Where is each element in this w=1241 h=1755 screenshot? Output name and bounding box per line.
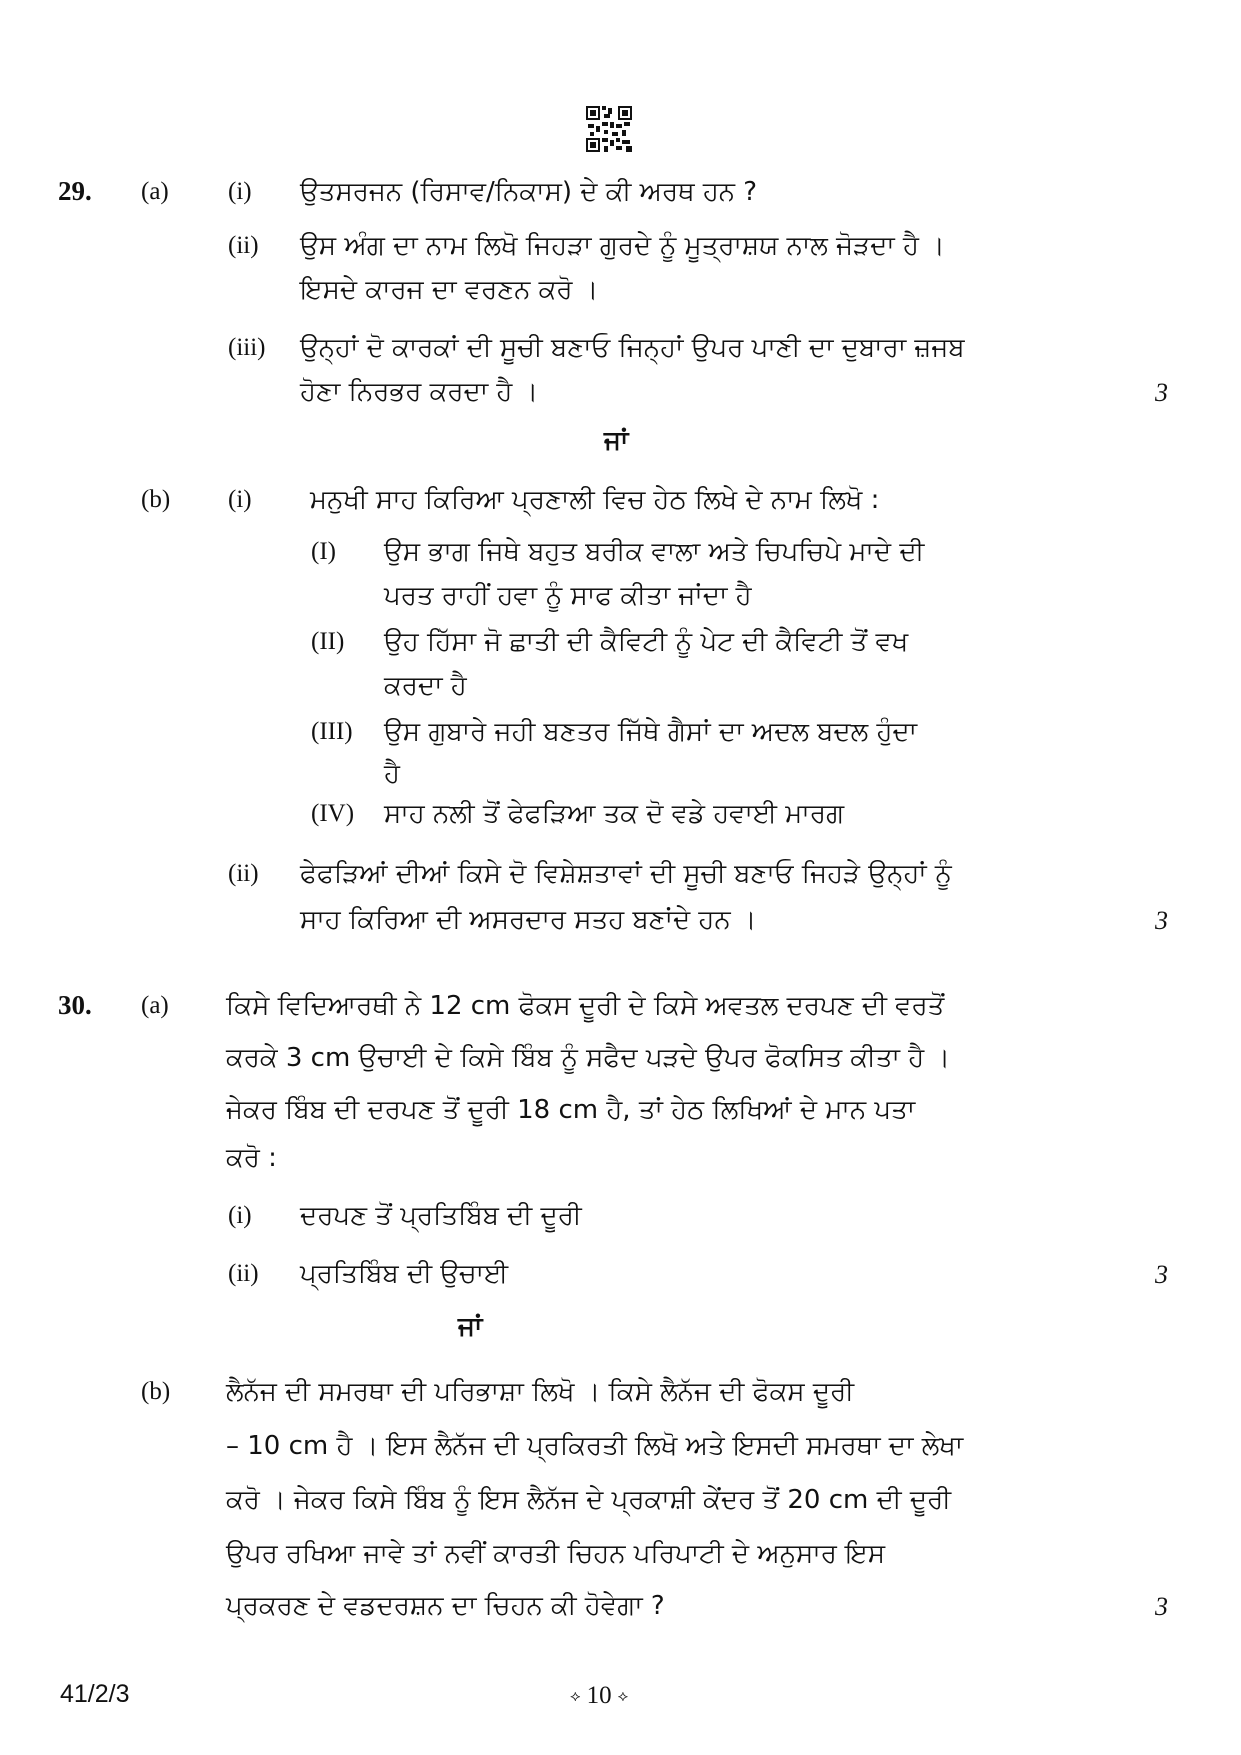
q29-a-iii-line2: ਹੋਣਾ ਨਿਰਭਰ ਕਰਦਾ ਹੈ ।: [300, 377, 539, 407]
q29-b-i-label: (i): [228, 486, 252, 513]
q29-b-i-II-line2: ਕਰਦਾ ਹੈ: [384, 671, 467, 701]
q29-a-iii-label: (iii): [228, 334, 266, 361]
q29-part-a-label: (a): [141, 178, 169, 205]
q30-or-divider: ਜਾਂ: [458, 1312, 483, 1342]
q30-b-line4: ਉਪਰ ਰਖਿਆ ਜਾਵੇ ਤਾਂ ਨਵੀਂ ਕਾਰਤੀ ਚਿਹਨ ਪਰਿਪਾਟੀ ਦੇ ਅਨੁਸਾਰ ਇਸ: [226, 1539, 886, 1569]
page-number-group: [570, 1682, 628, 1710]
q29-a-iii-line1: ਉਨ੍ਹਾਂ ਦੋ ਕਾਰਕਾਂ ਦੀ ਸੂਚੀ ਬਣਾਓ ਜਿਨ੍ਹਾਂ ਉਪਰ ਪਾਣੀ ਦਾ ਦੁਬਾਰਾ ਜ਼ਜਬ: [300, 333, 965, 363]
q29-b-ii-line1: ਫੇਫੜਿਆਂ ਦੀਆਂ ਕਿਸੇ ਦੋ ਵਿਸ਼ੇਸ਼ਤਾਵਾਂ ਦੀ ਸੂਚੀ ਬਣਾਓ ਜਿਹੜੇ ਉਨ੍ਹਾਂ ਨੂੰ: [300, 859, 952, 889]
q29-a-ii-label: (ii): [228, 232, 259, 259]
q29-a-i-label: (i): [228, 178, 252, 205]
q29-b-ii-label: (ii): [228, 860, 259, 887]
q29-b-i-II-line1: ਉਹ ਹਿੱਸਾ ਜੋ ਛਾਤੀ ਦੀ ਕੈਵਿਟੀ ਨੂੰ ਪੇਟ ਦੀ ਕੈਵਿਟੀ ਤੋਂ ਵਖ: [384, 627, 909, 657]
q30-a-i-text: ਦਰਪਣ ਤੋਂ ਪ੍ਰਤਿਬਿੰਬ ਦੀ ਦੂਰੀ: [300, 1201, 582, 1231]
question-number-30: 30.: [58, 990, 92, 1020]
q30-a-ii-text: ਪ੍ਰਤਿਬਿੰਬ ਦੀ ਉਚਾਈ: [300, 1259, 509, 1289]
q30-part-b-label: (b): [141, 1378, 171, 1405]
question-number-29: 29.: [58, 176, 92, 206]
q29-b-i-IV-text: ਸਾਹ ਨਲੀ ਤੋਂ ਫੇਫੜਿਆ ਤਕ ਦੋ ਵਡੇ ਹਵਾਈ ਮਾਰਗ: [384, 799, 845, 829]
q29-b-i-III-line2: ਹੈ: [384, 759, 400, 789]
q30-a-marks: 3: [1155, 1260, 1168, 1289]
q29-b-i-III-label: (III): [311, 718, 353, 745]
q29-or-divider: ਜਾਂ: [604, 426, 629, 456]
q29-a-ii-line1: ਉਸ ਅੰਗ ਦਾ ਨਾਮ ਲਿਖੋ ਜਿਹੜਾ ਗੁਰਦੇ ਨੂੰ ਮੂਤ੍ਰਾਸ਼ਯ ਨਾਲ ਜੋੜਦਾ ਹੈ ।: [300, 231, 945, 261]
q30-b-line2: – 10 cm ਹੈ । ਇਸ ਲੈਨੱਜ ਦੀ ਪ੍ਰਕਿਰਤੀ ਲਿਖੋ ਅਤੇ ਇਸਦੀ ਸਮਰਥਾ ਦਾ ਲੇਖਾ: [226, 1431, 964, 1461]
q29-b-i-IV-label: (IV): [311, 800, 355, 827]
q30-b-line3: ਕਰੋ । ਜੇਕਰ ਕਿਸੇ ਬਿੰਬ ਨੂੰ ਇਸ ਲੈਨੱਜ ਦੇ ਪ੍ਰਕਾਸ਼ੀ ਕੇਂਦਰ ਤੋਂ 20 cm ਦੀ ਦੂਰੀ: [226, 1485, 952, 1515]
q29-b-ii-line2: ਸਾਹ ਕਿਰਿਆ ਦੀ ਅਸਰਦਾਰ ਸਤਹ ਬਣਾਂਦੇ ਹਨ ।: [300, 905, 757, 935]
q29-b-i-II-label: (II): [311, 628, 345, 655]
q29-b-marks: 3: [1155, 906, 1168, 935]
q29-b-i-I-line1: ਉਸ ਭਾਗ ਜਿਥੇ ਬਹੁਤ ਬਰੀਕ ਵਾਲਾ ਅਤੇ ਚਿਪਚਿਪੇ ਮਾਦੇ ਦੀ: [384, 537, 925, 567]
q30-a-line4: ਕਰੋ :: [226, 1143, 277, 1173]
q29-b-i-I-line2: ਪਰਤ ਰਾਹੀਂ ਹਵਾ ਨੂੰ ਸਾਫ ਕੀਤਾ ਜਾਂਦਾ ਹੈ: [384, 581, 752, 611]
q29-a-marks: 3: [1155, 378, 1168, 407]
qr-code: [586, 106, 632, 152]
q30-b-marks: 3: [1155, 1592, 1168, 1621]
q30-a-i-label: (i): [228, 1202, 252, 1229]
q30-a-line1: ਕਿਸੇ ਵਿਦਿਆਰਥੀ ਨੇ 12 cm ਫੋਕਸ ਦੂਰੀ ਦੇ ਕਿਸੇ ਅਵਤਲ ਦਰਪਣ ਦੀ ਵਰਤੋਂ: [226, 991, 945, 1021]
q30-a-line2: ਕਰਕੇ 3 cm ਉਚਾਈ ਦੇ ਕਿਸੇ ਬਿੰਬ ਨੂੰ ਸਫੈਦ ਪੜਦੇ ਉਪਰ ਫੋਕਸਿਤ ਕੀਤਾ ਹੈ ।: [226, 1043, 951, 1073]
q29-a-i-text: ਉਤਸਰਜਨ (ਰਿਸਾਵ/ਨਿਕਾਸ) ਦੇ ਕੀ ਅਰਥ ਹਨ ?: [300, 177, 758, 207]
q30-part-a-label: (a): [141, 992, 169, 1019]
q29-a-ii-line2: ਇਸਦੇ ਕਾਰਜ ਦਾ ਵਰਣਨ ਕਰੋ ।: [300, 275, 599, 305]
q30-b-line1: ਲੈਨੱਜ ਦੀ ਸਮਰਥਾ ਦੀ ਪਰਿਭਾਸ਼ਾ ਲਿਖੋ । ਕਿਸੇ ਲੈਨੱਜ ਦੀ ਫੋਕਸ ਦੂਰੀ: [226, 1377, 855, 1407]
ornament-right-icon: ⟡: [617, 1686, 629, 1705]
q29-b-i-I-label: (I): [311, 538, 336, 565]
page-number: 10: [586, 1682, 612, 1709]
q29-b-i-III-line1: ਉਸ ਗੁਬਾਰੇ ਜਹੀ ਬਣਤਰ ਜਿੱਥੇ ਗੈਸਾਂ ਦਾ ਅਦਲ ਬਦਲ ਹੁੰਦਾ: [384, 717, 918, 747]
q30-a-line3: ਜੇਕਰ ਬਿੰਬ ਦੀ ਦਰਪਣ ਤੋਂ ਦੂਰੀ 18 cm ਹੈ, ਤਾਂ ਹੇਠ ਲਿਖਿਆਂ ਦੇ ਮਾਨ ਪਤਾ: [226, 1095, 916, 1125]
q29-part-b-label: (b): [141, 486, 171, 513]
paper-code: 41/2/3: [60, 1680, 130, 1708]
ornament-left-icon: ⟡: [570, 1686, 581, 1705]
q30-b-line5: ਪ੍ਰਕਰਣ ਦੇ ਵਡਦਰਸ਼ਨ ਦਾ ਚਿਹਨ ਕੀ ਹੋਵੇਗਾ ?: [226, 1591, 665, 1621]
q29-b-i-text: ਮਨੁਖੀ ਸਾਹ ਕਿਰਿਆ ਪ੍ਰਣਾਲੀ ਵਿਚ ਹੇਠ ਲਿਖੇ ਦੇ ਨਾਮ ਲਿਖੋ :: [310, 485, 880, 515]
q30-a-ii-label: (ii): [228, 1260, 259, 1287]
